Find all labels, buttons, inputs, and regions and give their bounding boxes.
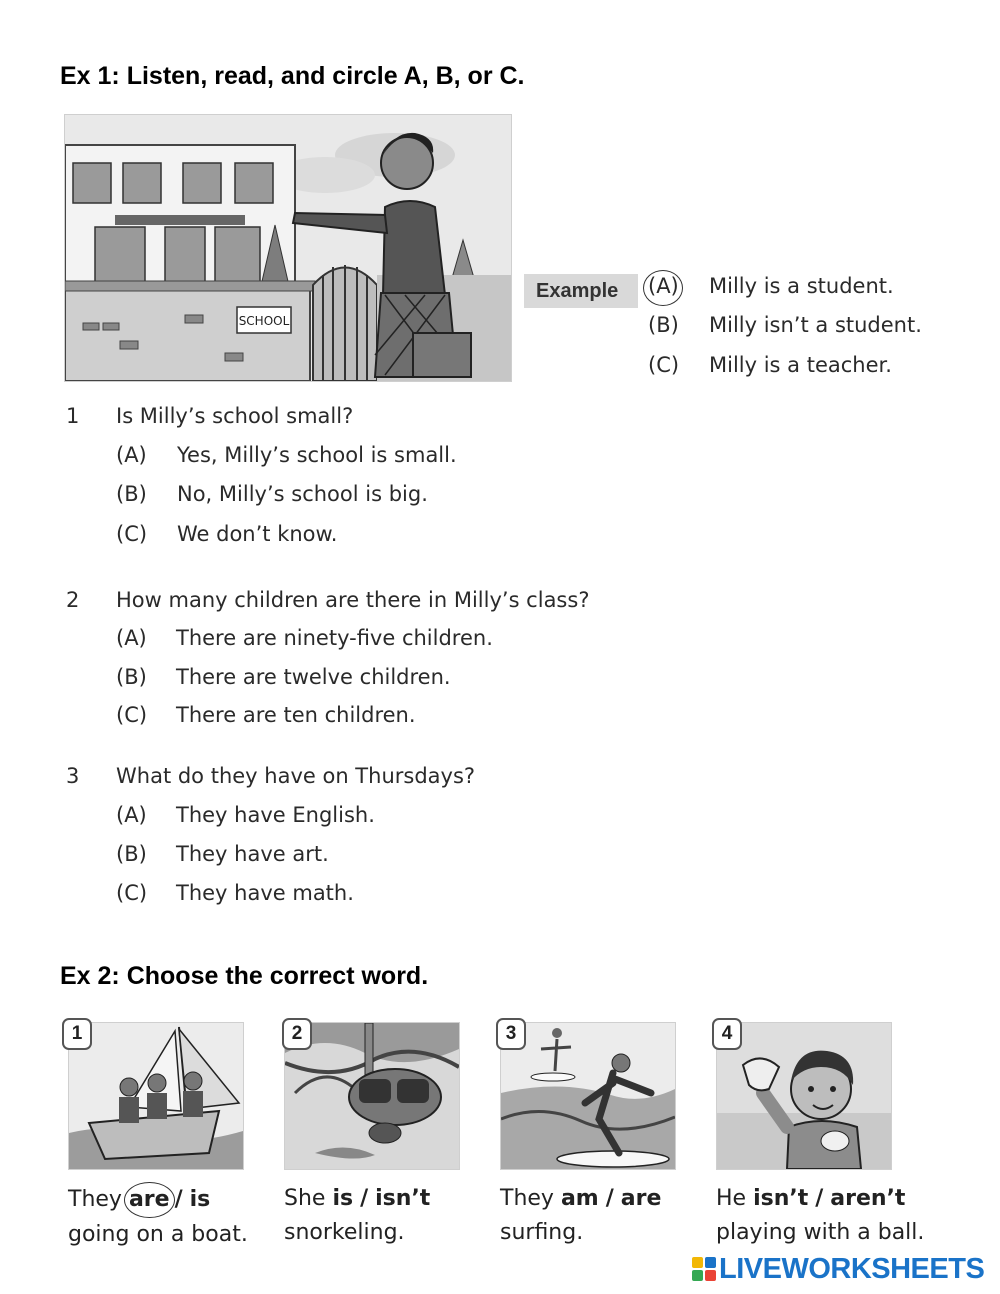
ex1-title: Ex 1: Listen, read, and circle A, B, or C. (60, 62, 525, 90)
q3-option-b-text: They have art. (176, 842, 329, 866)
ex2-item-4-separator: / (815, 1186, 824, 1211)
ex2-item-2-choice-isnt[interactable]: isn’t (375, 1186, 431, 1211)
example-label: Example (524, 274, 638, 308)
example-option-b-letter[interactable]: (B) (648, 313, 679, 337)
ex2-item-3-separator: / (605, 1186, 614, 1211)
question-2-number: 2 (66, 588, 80, 612)
q2-option-b-letter[interactable]: (B) (116, 665, 147, 689)
ex2-item-4-rest: playing with a ball. (716, 1220, 925, 1245)
example-option-b-text: Milly isn’t a student. (709, 313, 922, 337)
ex2-item-1-number: 1 (62, 1018, 92, 1050)
question-3-text: What do they have on Thursdays? (116, 764, 476, 788)
ex2-item-4-choice-arent[interactable]: aren’t (830, 1186, 906, 1211)
q2-option-a-letter[interactable]: (A) (116, 626, 147, 650)
question-1-text: Is Milly’s school small? (116, 404, 354, 428)
example-option-a-letter[interactable]: (A) (648, 274, 679, 298)
ex2-item-3-rest: surfing. (500, 1220, 584, 1245)
q2-option-b-text: There are twelve children. (176, 665, 451, 689)
ex2-item-1-separator: / (174, 1187, 183, 1212)
boat-illustration (68, 1022, 244, 1170)
ex2-item-2-separator: / (360, 1186, 369, 1211)
q2-option-c-text: There are ten children. (176, 703, 416, 727)
q3-option-b-letter[interactable]: (B) (116, 842, 147, 866)
q2-option-c-letter[interactable]: (C) (116, 703, 148, 727)
q1-option-a-text: Yes, Milly’s school is small. (177, 443, 457, 467)
example-option-c-text: Milly is a teacher. (709, 353, 892, 377)
example-option-c-letter[interactable]: (C) (648, 353, 680, 377)
q3-option-a-text: They have English. (176, 803, 375, 827)
liveworksheets-logo-icon (692, 1257, 716, 1281)
q2-option-a-text: There are ninety-five children. (176, 626, 493, 650)
liveworksheets-logo-text: LIVEWORKSHEETS (719, 1252, 985, 1285)
ex2-item-4-subject: He (716, 1186, 747, 1211)
q1-option-c-text: We don’t know. (177, 522, 338, 546)
ex2-item-3-subject: They (500, 1186, 554, 1211)
ex2-item-4-number: 4 (712, 1018, 742, 1050)
q3-option-c-text: They have math. (176, 881, 354, 905)
ex2-title: Ex 2: Choose the correct word. (60, 962, 429, 990)
q1-option-b-letter[interactable]: (B) (116, 482, 147, 506)
ex2-item-2-subject: She (284, 1186, 326, 1211)
shell-boy-illustration (716, 1022, 892, 1170)
ex2-item-3-choice-are[interactable]: are (620, 1186, 662, 1211)
example-option-a-text: Milly is a student. (709, 274, 894, 298)
q3-option-a-letter[interactable]: (A) (116, 803, 147, 827)
school-illustration (64, 114, 512, 382)
q1-option-b-text: No, Milly’s school is big. (177, 482, 428, 506)
ex2-item-2-choice-is[interactable]: is (332, 1186, 354, 1211)
ex2-item-1-subject: They (68, 1187, 122, 1212)
ex2-item-4-choice-isnt[interactable]: isn’t (753, 1186, 809, 1211)
q1-option-c-letter[interactable]: (C) (116, 522, 148, 546)
ex2-item-2-caption (284, 1182, 494, 1250)
ex2-item-1-caption (68, 1182, 268, 1252)
ex2-item-1-rest: going on a boat. (68, 1222, 248, 1247)
ex2-item-4-caption (716, 1182, 986, 1250)
surfing-illustration (500, 1022, 676, 1170)
question-3-number: 3 (66, 764, 80, 788)
ex2-item-1-choice-is[interactable]: is (189, 1187, 211, 1212)
ex2-item-3-caption (500, 1182, 710, 1250)
question-1-number: 1 (66, 404, 80, 428)
ex2-item-2-rest: snorkeling. (284, 1220, 405, 1245)
question-2-text: How many children are there in Milly’s class? (116, 588, 590, 612)
q3-option-c-letter[interactable]: (C) (116, 881, 148, 905)
ex2-item-2-number: 2 (282, 1018, 312, 1050)
ex2-item-1-choice-are[interactable]: are (124, 1182, 175, 1218)
school-sign-text: SCHOOL (238, 314, 290, 328)
q1-option-a-letter[interactable]: (A) (116, 443, 147, 467)
ex2-item-3-choice-am[interactable]: am (560, 1186, 599, 1211)
ex2-item-3-number: 3 (496, 1018, 526, 1050)
liveworksheets-logo[interactable] (692, 1252, 984, 1286)
